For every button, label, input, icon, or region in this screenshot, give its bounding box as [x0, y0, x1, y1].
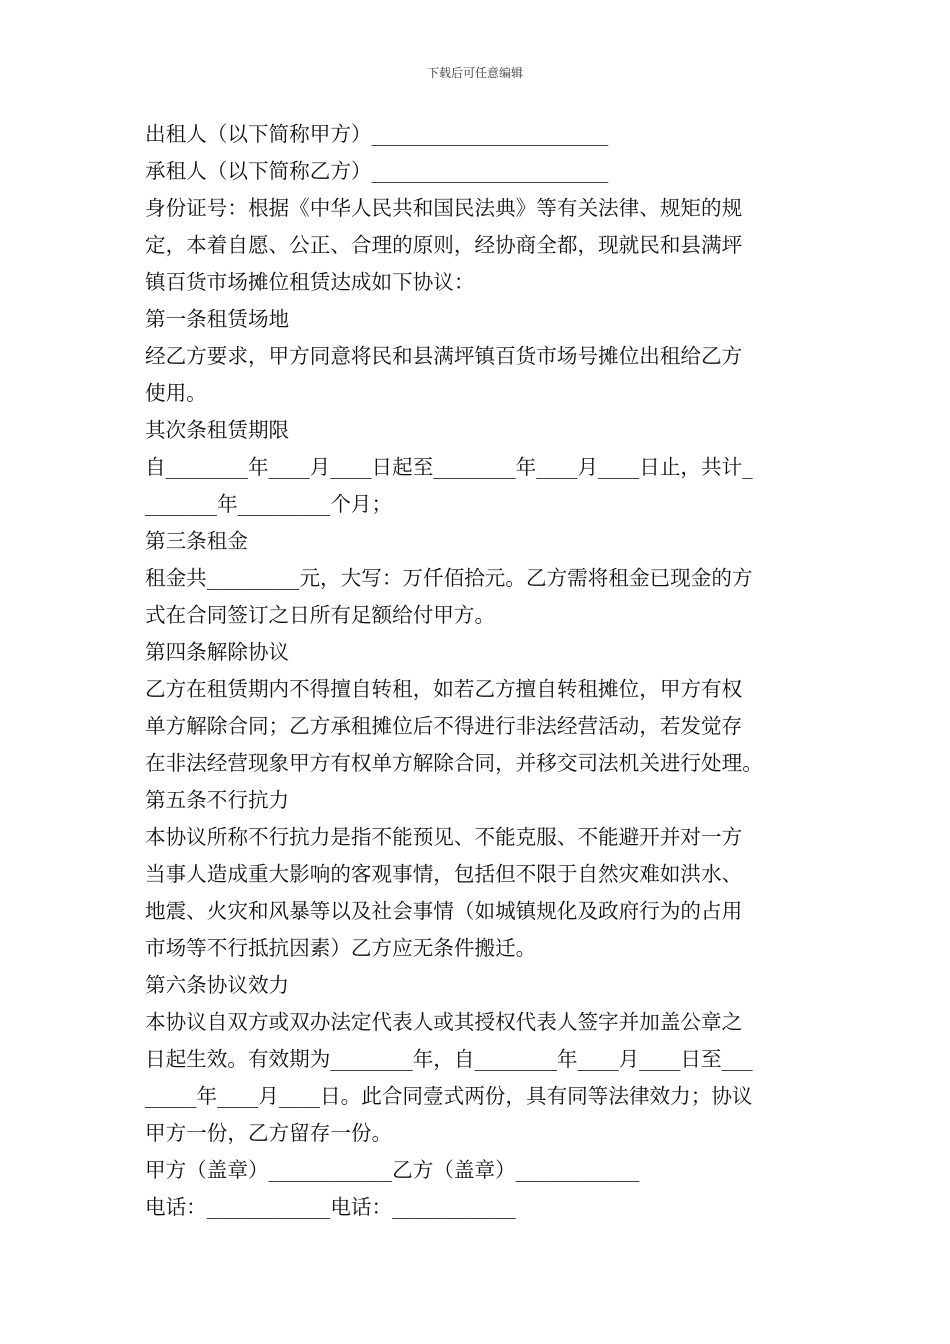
contract-line: _______年_________个月； [145, 492, 393, 516]
contract-line: 地震、火灾和风暴等以及社会事情（如城镇规化及政府行为的占用 [145, 899, 743, 923]
section-heading: 其次条租赁期限 [145, 418, 290, 442]
page-header: 下载后可任意编辑 [426, 66, 523, 80]
section-heading: 第四条解除协议 [145, 640, 290, 664]
contract-line: 本协议自双方或双办法定代表人或其授权代表人签字并加盖公章之 [145, 1010, 743, 1034]
contract-line: 本协议所称不行抗力是指不能预见、不能克服、不能避开并对一方 [145, 825, 743, 849]
signature-line: 甲方（盖章）____________乙方（盖章）____________ [145, 1158, 640, 1182]
contract-line: 定，本着自愿、公正、合理的原则，经协商全都，现就民和县满坪 [145, 233, 743, 257]
contract-body [145, 116, 811, 1226]
contract-line: 日起生效。有效期为________年，自________年____月____日至___ [145, 1047, 753, 1071]
contract-line: 自________年____月____日起至________年____月____日止，共计_ [145, 455, 753, 479]
contract-line: 在非法经营现象甲方有权单方解除合同，并移交司法机关进行处理。 [145, 751, 763, 775]
section-heading: 第三条租金 [145, 529, 248, 553]
contract-line: 使用。 [145, 381, 207, 405]
contract-line: 式在合同签订之日所有足额给付甲方。 [145, 603, 496, 627]
contract-line: 经乙方要求，甲方同意将民和县满坪镇百货市场号摊位出租给乙方 [145, 344, 743, 368]
contract-line: 身份证号：根据《中华人民共和国民法典》等有关法律、规矩的规 [145, 196, 743, 220]
contract-line: 承租人（以下简称乙方）_______________________ [145, 159, 609, 183]
contract-line: 市场等不行抵抗因素）乙方应无条件搬迁。 [145, 936, 537, 960]
contract-line: 甲方一份，乙方留存一份。 [145, 1121, 393, 1145]
contract-line: 乙方在租赁期内不得擅自转租，如若乙方擅自转租摊位，甲方有权 [145, 677, 743, 701]
contract-line: 单方解除合同；乙方承租摊位后不得进行非法经营活动，若发觉存 [145, 714, 743, 738]
contract-line: 当事人造成重大影响的客观事情，包括但不限于自然灾难如洪水、 [145, 862, 743, 886]
contract-line: 出租人（以下简称甲方）_______________________ [145, 122, 609, 146]
section-heading: 第一条租赁场地 [145, 307, 290, 331]
contract-line: _____年____月____日。此合同壹式两份，具有同等法律效力；协议 [145, 1084, 753, 1108]
section-heading: 第六条协议效力 [145, 973, 290, 997]
contract-line: 租金共_________元，大写：万仟佰拾元。乙方需将租金已现金的方 [145, 566, 753, 590]
section-heading: 第五条不行抗力 [145, 788, 290, 812]
phone-line: 电话：____________电话：____________ [145, 1195, 516, 1219]
contract-line: 镇百货市场摊位租赁达成如下协议： [145, 270, 475, 294]
